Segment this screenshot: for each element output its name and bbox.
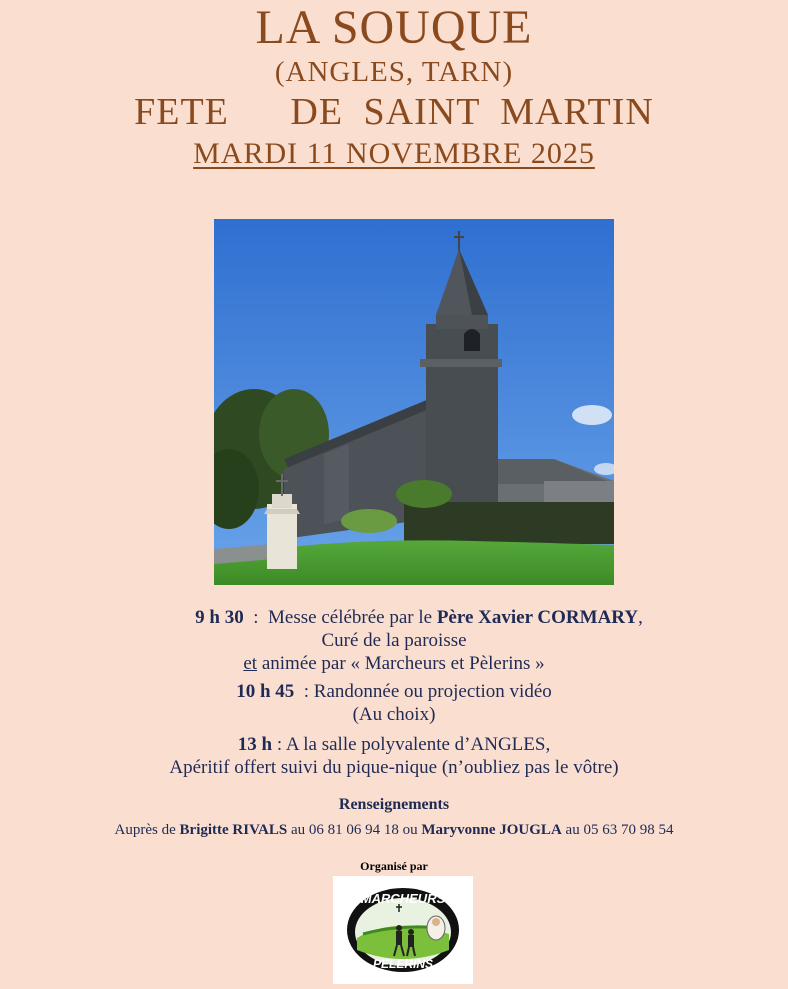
page-title: LA SOUQUE	[255, 1, 533, 54]
event-date	[0, 137, 788, 171]
lunch-time: 13 h	[237, 734, 273, 755]
contact1-phone: au 06 81 06 94 18 ou	[287, 822, 422, 838]
mass-line3: animée par « Marcheurs et Pèlerins »	[257, 653, 545, 674]
hike-line2: (Au choix)	[352, 704, 436, 725]
location-subtitle: (ANGLES, TARN)	[274, 56, 514, 88]
contact2-phone: au 05 63 70 98 54	[561, 822, 674, 838]
logo-bottom-text: PELERINS	[372, 957, 434, 971]
logo-top-text: MARCHEURS	[360, 891, 446, 906]
mass-time: 9 h 30	[195, 607, 244, 628]
church-photo	[214, 219, 614, 585]
hike-time: 10 h 45	[236, 681, 295, 702]
program-item-hike	[0, 680, 788, 726]
hike-description: : Randonnée ou projection vidéo	[294, 681, 552, 702]
lunch-line2: Apéritif offert suivi du pique-nique (n’oubliez pas le vôtre)	[169, 757, 619, 778]
contact1-name: Brigitte RIVALS	[179, 822, 288, 838]
event-title: FETE DE SAINT MARTIN	[134, 91, 654, 133]
program-item-mass	[0, 606, 788, 675]
info-prefix: Auprès de	[114, 822, 180, 838]
mass-et: et	[243, 653, 258, 674]
contact2-name: Maryvonne JOUGLA	[421, 822, 562, 838]
event-date-text: MARDI 11 NOVEMBRE 2025	[193, 137, 595, 170]
organizer-logo	[333, 876, 473, 984]
info-heading: Renseignements	[338, 796, 450, 813]
mass-comma: ,	[638, 607, 643, 628]
mass-line2: Curé de la paroisse	[321, 630, 467, 651]
mass-description: : Messe célébrée par le	[243, 607, 437, 628]
program-item-lunch	[0, 733, 788, 779]
info-contacts	[0, 822, 788, 839]
marcheurs-pelerins-logo	[333, 876, 473, 984]
mass-celebrant: Père Xavier CORMARY	[436, 607, 639, 628]
organizer-label: Organisé par	[360, 859, 428, 873]
lunch-description: : A la salle polyvalente d’ANGLES,	[272, 734, 551, 755]
